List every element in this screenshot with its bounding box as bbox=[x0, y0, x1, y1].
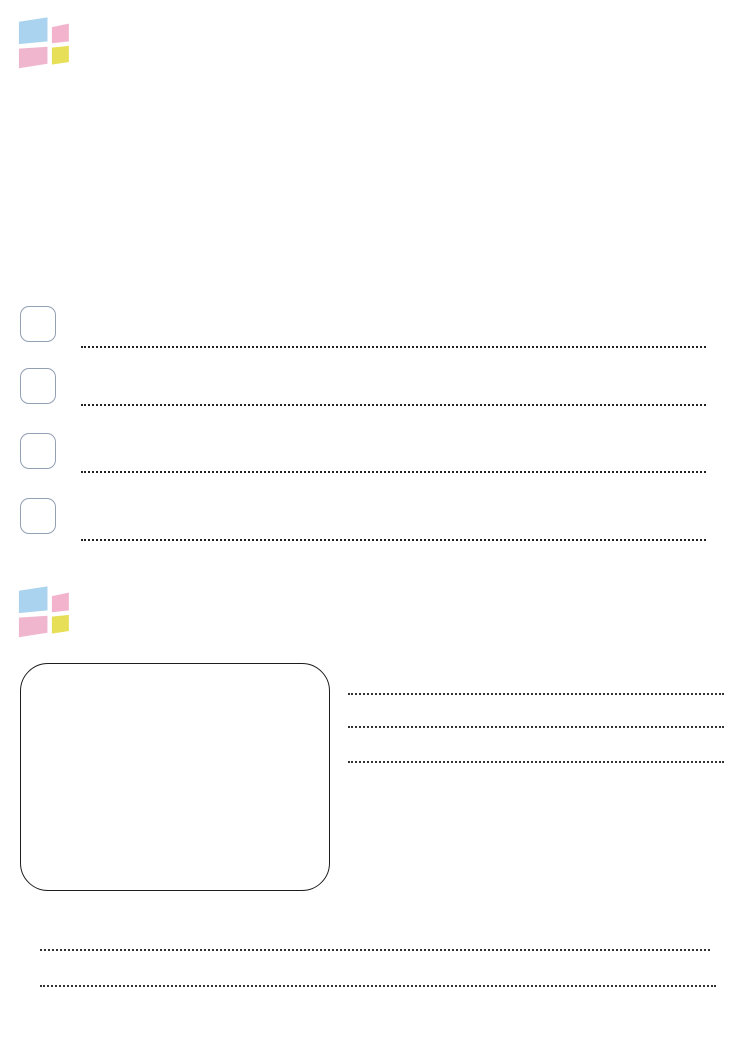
answer1-line2[interactable] bbox=[348, 695, 724, 728]
activity19-header bbox=[10, 583, 100, 645]
bottom-question-block bbox=[16, 911, 724, 987]
correction-text bbox=[81, 515, 86, 539]
statement-panel-2 bbox=[65, 362, 720, 412]
answer1-line1[interactable] bbox=[348, 666, 724, 695]
activity-logo-icon bbox=[10, 14, 76, 76]
answer-box-2[interactable] bbox=[20, 368, 56, 404]
correction-line-4[interactable] bbox=[81, 516, 706, 541]
parallel-circuit-drawing-box[interactable] bbox=[20, 663, 330, 891]
statement-panel-3 bbox=[65, 427, 720, 479]
correction-text bbox=[81, 447, 86, 471]
activity19-column bbox=[348, 653, 724, 763]
correction-text bbox=[81, 380, 86, 404]
statement-row bbox=[20, 362, 720, 412]
answer-box-1[interactable] bbox=[20, 306, 56, 342]
statement-panel-4 bbox=[65, 492, 720, 547]
answer2-line1[interactable] bbox=[40, 911, 710, 951]
correction-text bbox=[81, 322, 86, 346]
activity18-header bbox=[10, 14, 100, 76]
answer-box-4[interactable] bbox=[20, 498, 56, 534]
statement-row bbox=[20, 492, 720, 547]
correction-line-2[interactable] bbox=[81, 381, 706, 406]
answer-box-3[interactable] bbox=[20, 433, 56, 469]
answer1-line3-empty[interactable] bbox=[348, 728, 724, 763]
correction-line-3[interactable] bbox=[81, 448, 706, 473]
activity-logo-icon bbox=[10, 583, 76, 645]
statement-row bbox=[20, 300, 720, 354]
answer2-line2[interactable] bbox=[40, 951, 716, 987]
statement-panel-1 bbox=[65, 300, 720, 354]
correction-line-1[interactable] bbox=[81, 323, 706, 348]
statement-row bbox=[20, 427, 720, 479]
